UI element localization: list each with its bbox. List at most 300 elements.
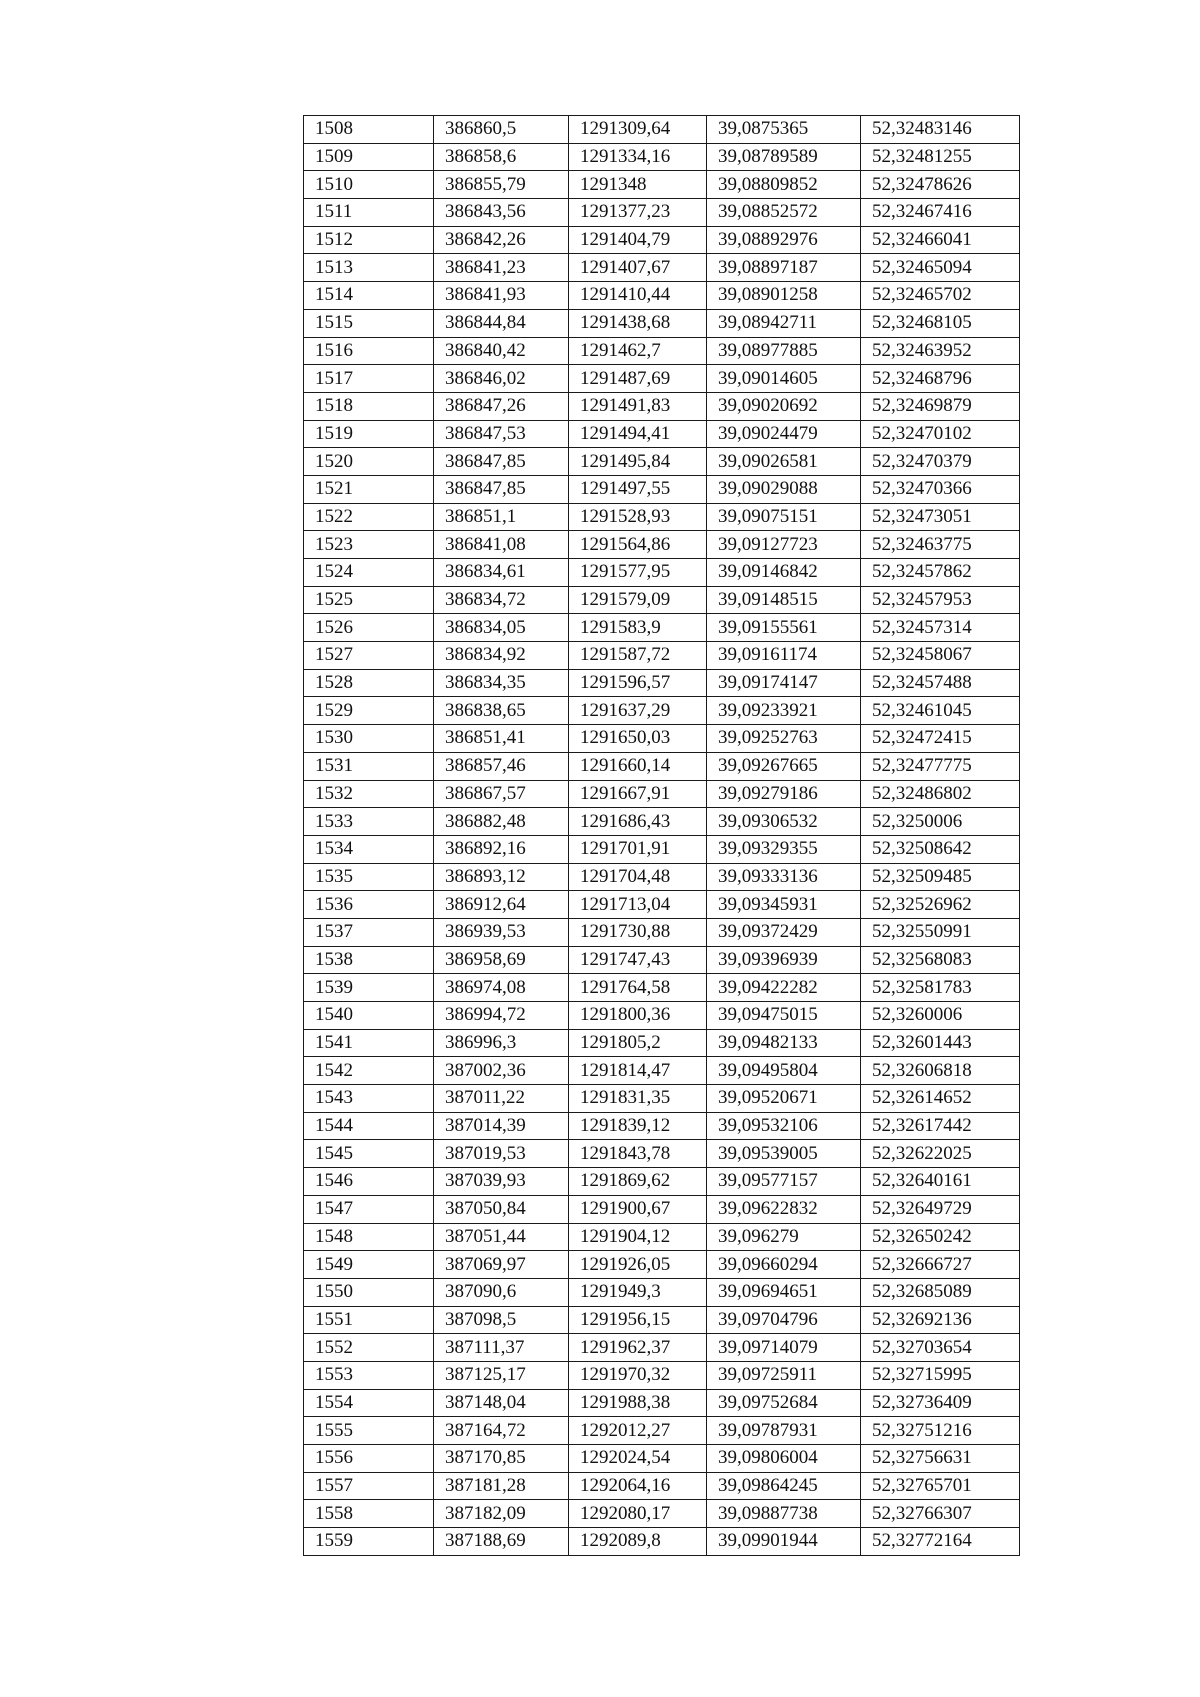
longitude-cell: 39,08892976 — [707, 226, 861, 254]
x-coordinate-cell: 387019,53 — [434, 1140, 569, 1168]
latitude-cell: 52,32568083 — [861, 946, 1020, 974]
longitude-cell: 39,09577157 — [707, 1168, 861, 1196]
x-coordinate-cell: 386834,61 — [434, 559, 569, 587]
latitude-cell: 52,32772164 — [861, 1528, 1020, 1556]
y-coordinate-cell: 1291962,37 — [569, 1334, 707, 1362]
point-number-cell: 1526 — [304, 614, 434, 642]
longitude-cell: 39,09752684 — [707, 1389, 861, 1417]
longitude-cell: 39,08942711 — [707, 309, 861, 337]
longitude-cell: 39,08789589 — [707, 143, 861, 171]
latitude-cell: 52,3250006 — [861, 808, 1020, 836]
latitude-cell: 52,32751216 — [861, 1417, 1020, 1445]
latitude-cell: 52,32470366 — [861, 475, 1020, 503]
table-row — [304, 808, 1020, 836]
table-row — [304, 669, 1020, 697]
point-number-cell: 1556 — [304, 1445, 434, 1473]
point-number-cell: 1525 — [304, 586, 434, 614]
x-coordinate-cell: 387002,36 — [434, 1057, 569, 1085]
table-row — [304, 1334, 1020, 1362]
y-coordinate-cell: 1291800,36 — [569, 1002, 707, 1030]
x-coordinate-cell: 387011,22 — [434, 1085, 569, 1113]
table-row — [304, 780, 1020, 808]
table-row — [304, 1500, 1020, 1528]
latitude-cell: 52,32468796 — [861, 365, 1020, 393]
table-row — [304, 697, 1020, 725]
table-row — [304, 365, 1020, 393]
latitude-cell: 52,32483146 — [861, 116, 1020, 144]
table-row — [304, 1195, 1020, 1223]
y-coordinate-cell: 1291407,67 — [569, 254, 707, 282]
y-coordinate-cell: 1291814,47 — [569, 1057, 707, 1085]
table-row — [304, 891, 1020, 919]
latitude-cell: 52,32486802 — [861, 780, 1020, 808]
y-coordinate-cell: 1291660,14 — [569, 752, 707, 780]
longitude-cell: 39,08809852 — [707, 171, 861, 199]
point-number-cell: 1528 — [304, 669, 434, 697]
y-coordinate-cell: 1291843,78 — [569, 1140, 707, 1168]
y-coordinate-cell: 1291564,86 — [569, 531, 707, 559]
table-row — [304, 1528, 1020, 1556]
table-row — [304, 559, 1020, 587]
longitude-cell: 39,09714079 — [707, 1334, 861, 1362]
x-coordinate-cell: 386855,79 — [434, 171, 569, 199]
longitude-cell: 39,09725911 — [707, 1361, 861, 1389]
latitude-cell: 52,32756631 — [861, 1445, 1020, 1473]
point-number-cell: 1555 — [304, 1417, 434, 1445]
x-coordinate-cell: 386834,92 — [434, 642, 569, 670]
point-number-cell: 1533 — [304, 808, 434, 836]
y-coordinate-cell: 1291637,29 — [569, 697, 707, 725]
longitude-cell: 39,09329355 — [707, 835, 861, 863]
y-coordinate-cell: 1291667,91 — [569, 780, 707, 808]
point-number-cell: 1548 — [304, 1223, 434, 1251]
y-coordinate-cell: 1291713,04 — [569, 891, 707, 919]
latitude-cell: 52,32458067 — [861, 642, 1020, 670]
point-number-cell: 1549 — [304, 1251, 434, 1279]
table-row — [304, 918, 1020, 946]
longitude-cell: 39,09026581 — [707, 448, 861, 476]
latitude-cell: 52,32606818 — [861, 1057, 1020, 1085]
point-number-cell: 1516 — [304, 337, 434, 365]
x-coordinate-cell: 386847,26 — [434, 392, 569, 420]
y-coordinate-cell: 1291583,9 — [569, 614, 707, 642]
x-coordinate-cell: 387164,72 — [434, 1417, 569, 1445]
longitude-cell: 39,09014605 — [707, 365, 861, 393]
table-row — [304, 309, 1020, 337]
latitude-cell: 52,32477775 — [861, 752, 1020, 780]
x-coordinate-cell: 387039,93 — [434, 1168, 569, 1196]
latitude-cell: 52,32581783 — [861, 974, 1020, 1002]
table-row — [304, 1085, 1020, 1113]
point-number-cell: 1538 — [304, 946, 434, 974]
latitude-cell: 52,32463952 — [861, 337, 1020, 365]
point-number-cell: 1532 — [304, 780, 434, 808]
latitude-cell: 52,32472415 — [861, 725, 1020, 753]
x-coordinate-cell: 386834,35 — [434, 669, 569, 697]
x-coordinate-cell: 386842,26 — [434, 226, 569, 254]
table-row — [304, 1029, 1020, 1057]
x-coordinate-cell: 387125,17 — [434, 1361, 569, 1389]
table-row — [304, 199, 1020, 227]
y-coordinate-cell: 1291650,03 — [569, 725, 707, 753]
x-coordinate-cell: 386834,05 — [434, 614, 569, 642]
table-row — [304, 946, 1020, 974]
x-coordinate-cell: 387188,69 — [434, 1528, 569, 1556]
table-row — [304, 725, 1020, 753]
longitude-cell: 39,09806004 — [707, 1445, 861, 1473]
y-coordinate-cell: 1292089,8 — [569, 1528, 707, 1556]
y-coordinate-cell: 1291839,12 — [569, 1112, 707, 1140]
table-row — [304, 1002, 1020, 1030]
longitude-cell: 39,08977885 — [707, 337, 861, 365]
point-number-cell: 1552 — [304, 1334, 434, 1362]
longitude-cell: 39,09482133 — [707, 1029, 861, 1057]
point-number-cell: 1530 — [304, 725, 434, 753]
longitude-cell: 39,09029088 — [707, 475, 861, 503]
point-number-cell: 1515 — [304, 309, 434, 337]
longitude-cell: 39,09520671 — [707, 1085, 861, 1113]
latitude-cell: 52,32509485 — [861, 863, 1020, 891]
table-row — [304, 863, 1020, 891]
table-row — [304, 143, 1020, 171]
x-coordinate-cell: 386994,72 — [434, 1002, 569, 1030]
latitude-cell: 52,3260006 — [861, 1002, 1020, 1030]
x-coordinate-cell: 387098,5 — [434, 1306, 569, 1334]
table-row — [304, 116, 1020, 144]
latitude-cell: 52,32703654 — [861, 1334, 1020, 1362]
x-coordinate-cell: 386958,69 — [434, 946, 569, 974]
x-coordinate-cell: 386996,3 — [434, 1029, 569, 1057]
table-row — [304, 226, 1020, 254]
point-number-cell: 1529 — [304, 697, 434, 725]
point-number-cell: 1512 — [304, 226, 434, 254]
point-number-cell: 1514 — [304, 282, 434, 310]
point-number-cell: 1546 — [304, 1168, 434, 1196]
x-coordinate-cell: 386844,84 — [434, 309, 569, 337]
longitude-cell: 39,08852572 — [707, 199, 861, 227]
x-coordinate-cell: 386840,42 — [434, 337, 569, 365]
y-coordinate-cell: 1291831,35 — [569, 1085, 707, 1113]
y-coordinate-cell: 1291747,43 — [569, 946, 707, 974]
latitude-cell: 52,32715995 — [861, 1361, 1020, 1389]
longitude-cell: 39,09161174 — [707, 642, 861, 670]
point-number-cell: 1522 — [304, 503, 434, 531]
longitude-cell: 39,09233921 — [707, 697, 861, 725]
point-number-cell: 1535 — [304, 863, 434, 891]
longitude-cell: 39,09333136 — [707, 863, 861, 891]
y-coordinate-cell: 1291587,72 — [569, 642, 707, 670]
table-row — [304, 752, 1020, 780]
x-coordinate-cell: 387148,04 — [434, 1389, 569, 1417]
table-row — [304, 642, 1020, 670]
longitude-cell: 39,09279186 — [707, 780, 861, 808]
y-coordinate-cell: 1291701,91 — [569, 835, 707, 863]
table-row — [304, 337, 1020, 365]
latitude-cell: 52,32469879 — [861, 392, 1020, 420]
latitude-cell: 52,32457488 — [861, 669, 1020, 697]
latitude-cell: 52,32765701 — [861, 1472, 1020, 1500]
y-coordinate-cell: 1292080,17 — [569, 1500, 707, 1528]
latitude-cell: 52,32649729 — [861, 1195, 1020, 1223]
latitude-cell: 52,32614652 — [861, 1085, 1020, 1113]
longitude-cell: 39,09901944 — [707, 1528, 861, 1556]
x-coordinate-cell: 386858,6 — [434, 143, 569, 171]
y-coordinate-cell: 1291438,68 — [569, 309, 707, 337]
point-number-cell: 1508 — [304, 116, 434, 144]
point-number-cell: 1517 — [304, 365, 434, 393]
table-row — [304, 614, 1020, 642]
point-number-cell: 1537 — [304, 918, 434, 946]
point-number-cell: 1547 — [304, 1195, 434, 1223]
table-row — [304, 974, 1020, 1002]
y-coordinate-cell: 1291869,62 — [569, 1168, 707, 1196]
x-coordinate-cell: 387069,97 — [434, 1251, 569, 1279]
point-number-cell: 1536 — [304, 891, 434, 919]
y-coordinate-cell: 1291334,16 — [569, 143, 707, 171]
point-number-cell: 1519 — [304, 420, 434, 448]
latitude-cell: 52,32640161 — [861, 1168, 1020, 1196]
latitude-cell: 52,32457953 — [861, 586, 1020, 614]
longitude-cell: 39,09422282 — [707, 974, 861, 1002]
point-number-cell: 1553 — [304, 1361, 434, 1389]
x-coordinate-cell: 387181,28 — [434, 1472, 569, 1500]
y-coordinate-cell: 1291497,55 — [569, 475, 707, 503]
table-row — [304, 1278, 1020, 1306]
latitude-cell: 52,32466041 — [861, 226, 1020, 254]
y-coordinate-cell: 1291926,05 — [569, 1251, 707, 1279]
point-number-cell: 1542 — [304, 1057, 434, 1085]
x-coordinate-cell: 386846,02 — [434, 365, 569, 393]
table-row — [304, 420, 1020, 448]
longitude-cell: 39,09787931 — [707, 1417, 861, 1445]
latitude-cell: 52,32736409 — [861, 1389, 1020, 1417]
point-number-cell: 1513 — [304, 254, 434, 282]
table-row — [304, 531, 1020, 559]
x-coordinate-cell: 386893,12 — [434, 863, 569, 891]
longitude-cell: 39,09024479 — [707, 420, 861, 448]
table-row — [304, 475, 1020, 503]
point-number-cell: 1518 — [304, 392, 434, 420]
table-row — [304, 586, 1020, 614]
y-coordinate-cell: 1291528,93 — [569, 503, 707, 531]
table-row — [304, 835, 1020, 863]
x-coordinate-cell: 386882,48 — [434, 808, 569, 836]
y-coordinate-cell: 1291494,41 — [569, 420, 707, 448]
latitude-cell: 52,32468105 — [861, 309, 1020, 337]
longitude-cell: 39,09864245 — [707, 1472, 861, 1500]
longitude-cell: 39,09372429 — [707, 918, 861, 946]
x-coordinate-cell: 387090,6 — [434, 1278, 569, 1306]
point-number-cell: 1510 — [304, 171, 434, 199]
longitude-cell: 39,09660294 — [707, 1251, 861, 1279]
y-coordinate-cell: 1291596,57 — [569, 669, 707, 697]
x-coordinate-cell: 386867,57 — [434, 780, 569, 808]
latitude-cell: 52,32617442 — [861, 1112, 1020, 1140]
point-number-cell: 1557 — [304, 1472, 434, 1500]
x-coordinate-cell: 386851,41 — [434, 725, 569, 753]
longitude-cell: 39,09532106 — [707, 1112, 861, 1140]
y-coordinate-cell: 1291491,83 — [569, 392, 707, 420]
table-row — [304, 1472, 1020, 1500]
longitude-cell: 39,09475015 — [707, 1002, 861, 1030]
point-number-cell: 1559 — [304, 1528, 434, 1556]
point-number-cell: 1558 — [304, 1500, 434, 1528]
y-coordinate-cell: 1291462,7 — [569, 337, 707, 365]
y-coordinate-cell: 1291730,88 — [569, 918, 707, 946]
y-coordinate-cell: 1291577,95 — [569, 559, 707, 587]
y-coordinate-cell: 1292012,27 — [569, 1417, 707, 1445]
longitude-cell: 39,08901258 — [707, 282, 861, 310]
longitude-cell: 39,09887738 — [707, 1500, 861, 1528]
point-number-cell: 1509 — [304, 143, 434, 171]
y-coordinate-cell: 1291410,44 — [569, 282, 707, 310]
latitude-cell: 52,32463775 — [861, 531, 1020, 559]
longitude-cell: 39,09396939 — [707, 946, 861, 974]
x-coordinate-cell: 386912,64 — [434, 891, 569, 919]
x-coordinate-cell: 386841,23 — [434, 254, 569, 282]
point-number-cell: 1521 — [304, 475, 434, 503]
table-row — [304, 1445, 1020, 1473]
latitude-cell: 52,32470379 — [861, 448, 1020, 476]
latitude-cell: 52,32601443 — [861, 1029, 1020, 1057]
table-row — [304, 1057, 1020, 1085]
point-number-cell: 1550 — [304, 1278, 434, 1306]
table-row — [304, 1361, 1020, 1389]
y-coordinate-cell: 1291949,3 — [569, 1278, 707, 1306]
x-coordinate-cell: 386860,5 — [434, 116, 569, 144]
table-row — [304, 171, 1020, 199]
x-coordinate-cell: 386857,46 — [434, 752, 569, 780]
longitude-cell: 39,09495804 — [707, 1057, 861, 1085]
longitude-cell: 39,09148515 — [707, 586, 861, 614]
longitude-cell: 39,09267665 — [707, 752, 861, 780]
y-coordinate-cell: 1291970,32 — [569, 1361, 707, 1389]
y-coordinate-cell: 1291900,67 — [569, 1195, 707, 1223]
longitude-cell: 39,0875365 — [707, 116, 861, 144]
point-number-cell: 1544 — [304, 1112, 434, 1140]
y-coordinate-cell: 1291764,58 — [569, 974, 707, 1002]
y-coordinate-cell: 1291404,79 — [569, 226, 707, 254]
longitude-cell: 39,09127723 — [707, 531, 861, 559]
latitude-cell: 52,32526962 — [861, 891, 1020, 919]
latitude-cell: 52,32481255 — [861, 143, 1020, 171]
latitude-cell: 52,32550991 — [861, 918, 1020, 946]
longitude-cell: 39,096279 — [707, 1223, 861, 1251]
x-coordinate-cell: 386841,08 — [434, 531, 569, 559]
x-coordinate-cell: 387111,37 — [434, 1334, 569, 1362]
table-row — [304, 392, 1020, 420]
latitude-cell: 52,32461045 — [861, 697, 1020, 725]
x-coordinate-cell: 386843,56 — [434, 199, 569, 227]
table-row — [304, 254, 1020, 282]
point-number-cell: 1543 — [304, 1085, 434, 1113]
table-row — [304, 1306, 1020, 1334]
table-row — [304, 503, 1020, 531]
longitude-cell: 39,09539005 — [707, 1140, 861, 1168]
longitude-cell: 39,09345931 — [707, 891, 861, 919]
longitude-cell: 39,09155561 — [707, 614, 861, 642]
y-coordinate-cell: 1291348 — [569, 171, 707, 199]
y-coordinate-cell: 1291956,15 — [569, 1306, 707, 1334]
x-coordinate-cell: 386939,53 — [434, 918, 569, 946]
table-row — [304, 1140, 1020, 1168]
latitude-cell: 52,32478626 — [861, 171, 1020, 199]
x-coordinate-cell: 386838,65 — [434, 697, 569, 725]
latitude-cell: 52,32473051 — [861, 503, 1020, 531]
latitude-cell: 52,32692136 — [861, 1306, 1020, 1334]
latitude-cell: 52,32465702 — [861, 282, 1020, 310]
point-number-cell: 1539 — [304, 974, 434, 1002]
y-coordinate-cell: 1291704,48 — [569, 863, 707, 891]
y-coordinate-cell: 1292064,16 — [569, 1472, 707, 1500]
latitude-cell: 52,32666727 — [861, 1251, 1020, 1279]
longitude-cell: 39,09704796 — [707, 1306, 861, 1334]
point-number-cell: 1540 — [304, 1002, 434, 1030]
latitude-cell: 52,32685089 — [861, 1278, 1020, 1306]
latitude-cell: 52,32766307 — [861, 1500, 1020, 1528]
coordinates-table — [303, 115, 1020, 1556]
x-coordinate-cell: 387170,85 — [434, 1445, 569, 1473]
table-row — [304, 448, 1020, 476]
latitude-cell: 52,32508642 — [861, 835, 1020, 863]
x-coordinate-cell: 387182,09 — [434, 1500, 569, 1528]
longitude-cell: 39,09694651 — [707, 1278, 861, 1306]
longitude-cell: 39,09146842 — [707, 559, 861, 587]
point-number-cell: 1524 — [304, 559, 434, 587]
x-coordinate-cell: 386847,85 — [434, 448, 569, 476]
latitude-cell: 52,32622025 — [861, 1140, 1020, 1168]
table-row — [304, 1223, 1020, 1251]
y-coordinate-cell: 1291377,23 — [569, 199, 707, 227]
table-row — [304, 1251, 1020, 1279]
y-coordinate-cell: 1291487,69 — [569, 365, 707, 393]
point-number-cell: 1545 — [304, 1140, 434, 1168]
point-number-cell: 1511 — [304, 199, 434, 227]
longitude-cell: 39,08897187 — [707, 254, 861, 282]
longitude-cell: 39,09075151 — [707, 503, 861, 531]
table-row — [304, 1417, 1020, 1445]
point-number-cell: 1520 — [304, 448, 434, 476]
latitude-cell: 52,32470102 — [861, 420, 1020, 448]
y-coordinate-cell: 1291579,09 — [569, 586, 707, 614]
table-row — [304, 1389, 1020, 1417]
y-coordinate-cell: 1291309,64 — [569, 116, 707, 144]
latitude-cell: 52,32457314 — [861, 614, 1020, 642]
x-coordinate-cell: 387014,39 — [434, 1112, 569, 1140]
x-coordinate-cell: 386892,16 — [434, 835, 569, 863]
x-coordinate-cell: 386851,1 — [434, 503, 569, 531]
point-number-cell: 1554 — [304, 1389, 434, 1417]
longitude-cell: 39,09622832 — [707, 1195, 861, 1223]
x-coordinate-cell: 387051,44 — [434, 1223, 569, 1251]
point-number-cell: 1534 — [304, 835, 434, 863]
longitude-cell: 39,09306532 — [707, 808, 861, 836]
point-number-cell: 1523 — [304, 531, 434, 559]
y-coordinate-cell: 1291686,43 — [569, 808, 707, 836]
point-number-cell: 1531 — [304, 752, 434, 780]
x-coordinate-cell: 386974,08 — [434, 974, 569, 1002]
coordinates-table-body — [304, 116, 1020, 1556]
table-row — [304, 1112, 1020, 1140]
point-number-cell: 1551 — [304, 1306, 434, 1334]
latitude-cell: 52,32650242 — [861, 1223, 1020, 1251]
x-coordinate-cell: 386847,53 — [434, 420, 569, 448]
y-coordinate-cell: 1291988,38 — [569, 1389, 707, 1417]
table-row — [304, 282, 1020, 310]
x-coordinate-cell: 387050,84 — [434, 1195, 569, 1223]
point-number-cell: 1541 — [304, 1029, 434, 1057]
x-coordinate-cell: 386834,72 — [434, 586, 569, 614]
